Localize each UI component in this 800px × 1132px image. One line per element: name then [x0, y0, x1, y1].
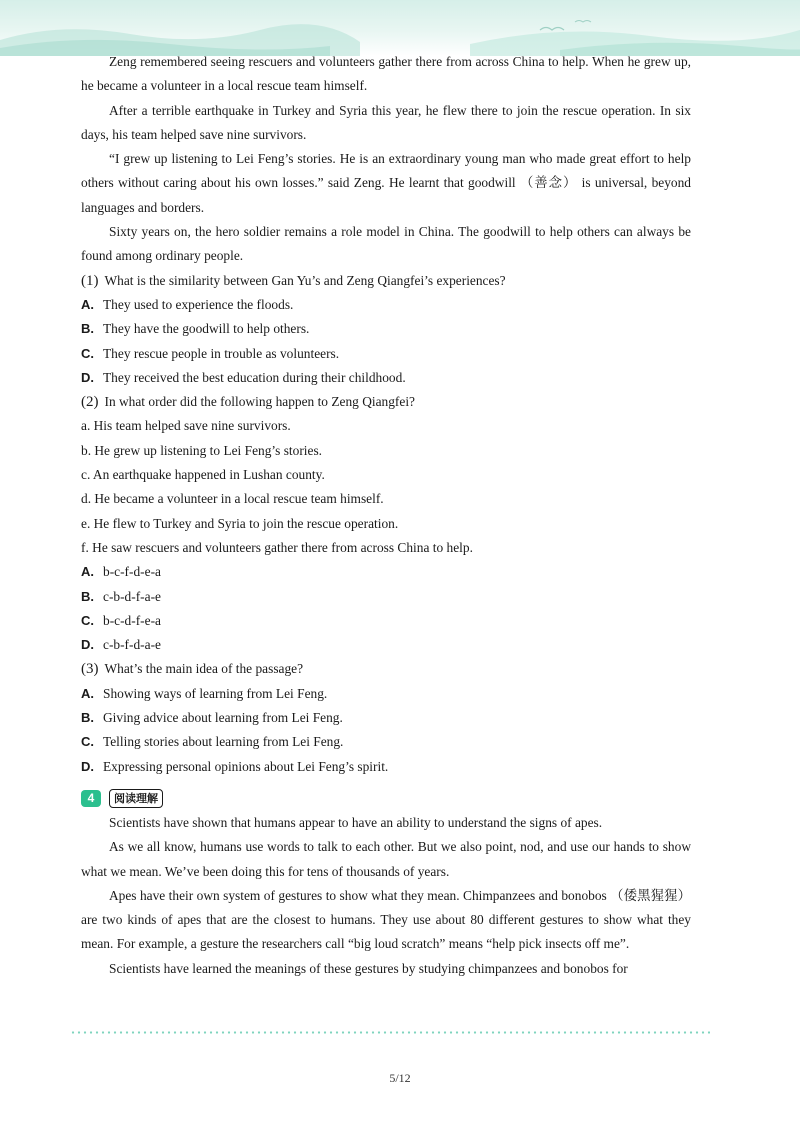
option-letter: C.	[81, 612, 94, 628]
option-text: Expressing personal opinions about Lei Feng’s spirit.	[103, 758, 389, 774]
option-c	[81, 342, 691, 366]
option-text: Showing ways of learning from Lei Feng.	[103, 685, 328, 701]
event-item: f. He saw rescuers and volunteers gather there from across China to help.	[81, 539, 473, 555]
option-b	[81, 706, 691, 730]
option-text: c-b-f-d-a-e	[103, 637, 161, 653]
question-number: (1)	[81, 272, 99, 289]
option-a	[81, 293, 691, 317]
option-d	[81, 366, 691, 390]
section-type-tag: 阅读理解	[109, 789, 163, 808]
option-letter: A.	[81, 685, 94, 701]
option-text: b-c-f-d-e-a	[103, 564, 161, 580]
option-text: They used to experience the floods.	[103, 296, 294, 312]
passage-section-4	[81, 811, 691, 981]
option-text: b-c-d-f-e-a	[103, 612, 161, 628]
option-letter: B.	[81, 321, 94, 337]
page-number: 5/12	[389, 1071, 411, 1085]
event-item: d. He became a volunteer in a local rescue team himself.	[81, 491, 384, 507]
event-item: a. His team helped save nine survivors.	[81, 418, 291, 434]
option-c	[81, 609, 691, 633]
option-letter: A.	[81, 564, 94, 580]
header-decoration	[0, 0, 800, 56]
option-a	[81, 560, 691, 584]
passage-top	[81, 50, 691, 269]
event-item: c. An earthquake happened in Lushan county.	[81, 467, 325, 483]
question-2	[81, 390, 691, 657]
question-1	[81, 269, 691, 390]
option-c	[81, 730, 691, 754]
option-text: Giving advice about learning from Lei Feng.	[103, 710, 343, 726]
option-text: They received the best education during their childhood.	[103, 369, 406, 385]
page-content	[81, 50, 691, 981]
paragraph: Scientists have learned the meanings of these gestures by studying chimpanzees and bonobos for	[109, 960, 628, 976]
event-item: b. He grew up listening to Lei Feng’s stories.	[81, 442, 322, 458]
paragraph: Sixty years on, the hero soldier remains a role model in China. The goodwill to help others can always be found among ordinary people.	[81, 224, 691, 264]
question-number: (3)	[81, 661, 99, 678]
section-number-badge: 4	[81, 790, 101, 807]
question-text: What’s the main idea of the passage?	[104, 661, 304, 677]
question-text: What is the similarity between Gan Yu’s and Zeng Qiangfei’s experiences?	[104, 272, 506, 288]
option-d	[81, 755, 691, 779]
option-letter: C.	[81, 734, 94, 750]
paragraph: Scientists have shown that humans appear to have an ability to understand the signs of apes.	[109, 814, 603, 830]
option-letter: D.	[81, 369, 94, 385]
event-item: e. He flew to Turkey and Syria to join the rescue operation.	[81, 515, 399, 531]
option-b	[81, 317, 691, 341]
question-number: (2)	[81, 394, 99, 411]
section-4-header	[81, 787, 691, 811]
paragraph: Zeng remembered seeing rescuers and volunteers gather there from across China to help. When he grew up, he became a volunteer in a local rescue team himself.	[81, 54, 691, 94]
option-letter: A.	[81, 296, 94, 312]
option-b	[81, 585, 691, 609]
option-letter: D.	[81, 758, 94, 774]
question-text: In what order did the following happen to Zeng Qiangfei?	[104, 394, 415, 410]
landscape-decoration	[0, 0, 800, 56]
paragraph: “I grew up listening to Lei Feng’s stories. He is an extraordinary young man who made great effort to help others without caring about his own losses.” said Zeng. He learnt that goodwill （善念） is universal, beyond languages and borders.	[81, 151, 691, 215]
option-a	[81, 682, 691, 706]
paragraph: After a terrible earthquake in Turkey and Syria this year, he flew there to join the rescue operation. In six days, his team helped save nine survivors.	[81, 102, 691, 142]
paragraph: Apes have their own system of gestures to show what they mean. Chimpanzees and bonobos （倭黑猩猩） are two kinds of apes that are the closest to humans. They use about 80 different gestures to show what they mean. For example, a gesture the researchers call “big loud scratch” means “help pick insects off me”.	[81, 887, 691, 952]
question-3	[81, 657, 691, 778]
option-letter: C.	[81, 345, 94, 361]
question-stem	[81, 269, 691, 293]
dotted-divider	[70, 1031, 710, 1034]
paragraph: As we all know, humans use words to talk to each other. But we also point, nod, and use our hands to show what we mean. We’ve been doing this for tens of thousands of years.	[81, 839, 691, 879]
option-text: c-b-d-f-a-e	[103, 588, 161, 604]
question-stem	[81, 657, 691, 681]
question-stem	[81, 390, 691, 414]
option-letter: B.	[81, 710, 94, 726]
option-letter: B.	[81, 588, 94, 604]
option-letter: D.	[81, 637, 94, 653]
option-text: They rescue people in trouble as volunteers.	[103, 345, 340, 361]
option-text: Telling stories about learning from Lei Feng.	[103, 734, 344, 750]
bird-icon	[540, 28, 564, 31]
option-text: They have the goodwill to help others.	[103, 321, 310, 337]
option-d	[81, 633, 691, 657]
bird-icon	[575, 21, 591, 23]
